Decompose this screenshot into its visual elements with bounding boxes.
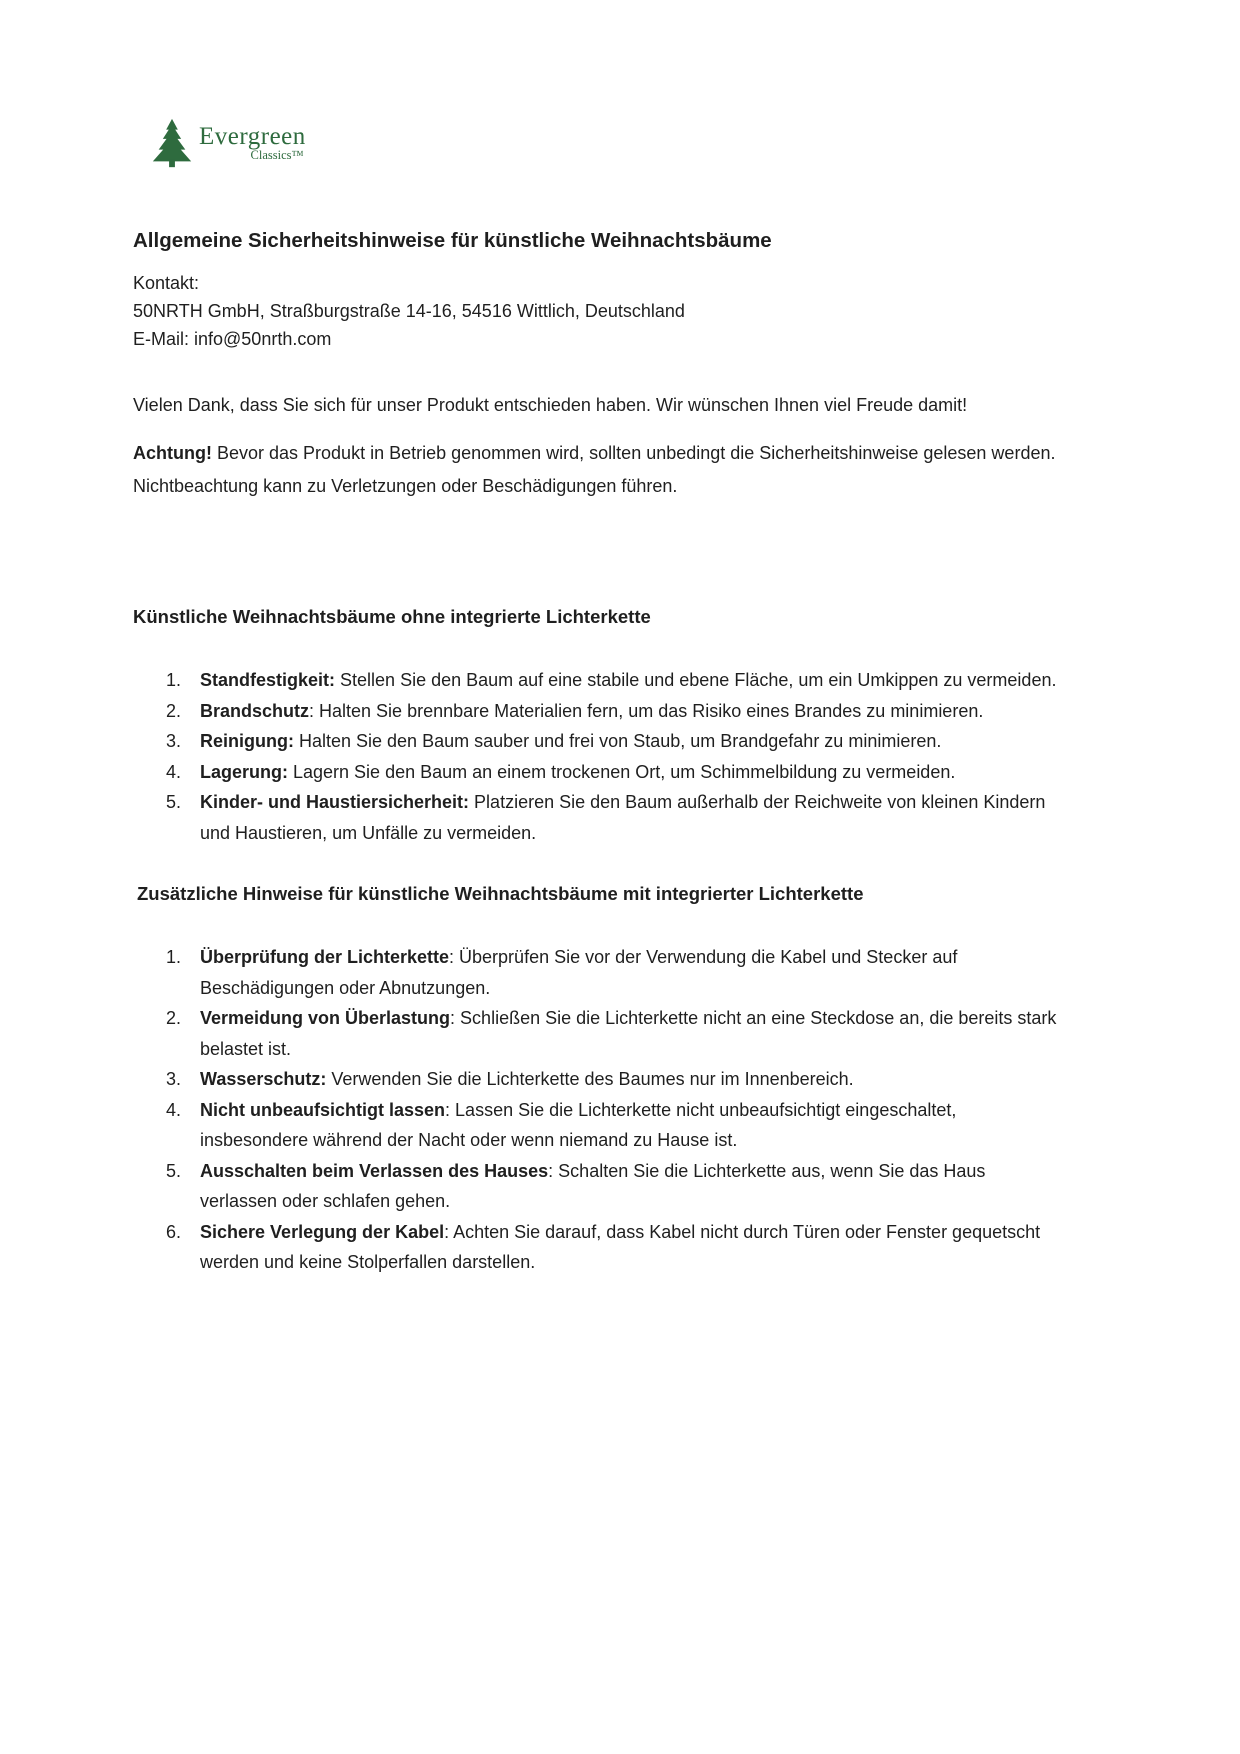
safety-list-without-lights	[133, 665, 1120, 848]
list-item	[166, 1156, 1120, 1217]
list-item	[166, 1095, 1120, 1156]
list-item-text	[200, 942, 1060, 1003]
safety-list-with-lights	[133, 942, 1120, 1278]
list-item-rest: Platzieren Sie den Baum außerhalb der Reichweite von kleinen Kindern und Haustieren, um Unfälle zu vermeiden.	[200, 792, 1046, 843]
list-item-term: Vermeidung von Überlastung	[200, 1008, 451, 1028]
list-item-number: 2.	[166, 1008, 182, 1028]
list-item-number: 1.	[166, 670, 182, 690]
list-item-rest: : Achten Sie darauf, dass Kabel nicht durch Türen oder Fenster gequetscht werden und keine Stolperfallen darstellen.	[200, 1221, 1041, 1272]
contact-address: 50NRTH GmbH, Straßburgstraße 14-16, 54516 Wittlich, Deutschland	[133, 301, 685, 321]
list-item-term: Wasserschutz:	[200, 1069, 327, 1089]
section-heading-without-lights: Künstliche Weihnachtsbäume ohne integrierte Lichterkette	[133, 606, 651, 627]
section-heading-with-lights: Zusätzliche Hinweise für künstliche Weihnachtsbäume mit integrierter Lichterkette	[137, 883, 864, 904]
list-item-number: 2.	[166, 700, 182, 721]
list-item-text	[200, 696, 983, 727]
list-item-term: Kinder- und Haustiersicherheit:	[200, 792, 470, 812]
list-item	[166, 787, 1120, 848]
contact-block	[133, 269, 1120, 353]
list-item-text	[200, 1217, 1060, 1278]
list-item-text	[200, 787, 1060, 848]
list-item-term: Lagerung:	[200, 761, 288, 782]
list-item-term: Nicht unbeaufsichtigt lassen	[200, 1099, 446, 1120]
page-title: Allgemeine Sicherheitshinweise für künstliche Weihnachtsbäume	[133, 229, 772, 252]
list-item	[166, 1003, 1120, 1064]
list-item-number: 5.	[166, 792, 182, 812]
list-item-text	[200, 1064, 854, 1095]
list-item-term: Sichere Verlegung der Kabel	[200, 1221, 445, 1242]
list-item-text	[200, 1156, 1060, 1217]
list-item-rest: Verwenden Sie die Lichterkette des Baumes nur im Innenbereich.	[326, 1069, 854, 1089]
intro-paragraph: Vielen Dank, dass Sie sich für unser Produkt entschieden haben. Wir wünschen Ihnen viel Freude damit!	[133, 395, 968, 415]
list-item	[166, 1064, 1120, 1095]
list-item-number: 3.	[166, 1069, 182, 1089]
list-item	[166, 1217, 1120, 1278]
contact-email: E-Mail: info@50nrth.com	[133, 329, 332, 349]
list-item-text	[200, 1003, 1060, 1064]
warning-label: Achtung!	[133, 443, 212, 463]
list-item-term: Reinigung:	[200, 731, 294, 751]
list-item-number: 3.	[166, 731, 182, 751]
evergreen-tree-icon	[147, 118, 197, 168]
brand-name: Evergreen	[199, 123, 306, 150]
list-item-text	[200, 726, 941, 757]
list-item-rest: Stellen Sie den Baum auf eine stabile und ebene Fläche, um ein Umkippen zu vermeiden.	[335, 670, 1057, 690]
logo-text	[199, 124, 306, 162]
list-item	[166, 726, 1120, 757]
list-item-number: 1.	[166, 947, 182, 967]
list-item-text	[200, 1095, 1060, 1156]
list-item-term: Überprüfung der Lichterkette	[200, 947, 450, 967]
list-item-rest: : Überprüfen Sie vor der Verwendung die Kabel und Stecker auf Beschädigungen oder Abnutzungen.	[200, 947, 958, 998]
list-item	[166, 665, 1120, 696]
list-item-text	[200, 757, 955, 788]
list-item-rest: : Halten Sie brennbare Materialien fern, um das Risiko eines Brandes zu minimieren.	[309, 700, 984, 721]
warning-paragraph	[133, 437, 1063, 503]
warning-text: Bevor das Produkt in Betrieb genommen wird, sollten unbedingt die Sicherheitshinweise gelesen werden. Nichtbeachtung kann zu Verletzungen oder Beschädigungen führen.	[133, 443, 1056, 496]
evergreen-classics-logo	[147, 118, 1120, 168]
list-item-rest: : Lassen Sie die Lichterkette nicht unbeaufsichtigt eingeschaltet, insbesondere während der Nacht oder wenn niemand zu Hause ist.	[200, 1099, 957, 1150]
list-item	[166, 757, 1120, 788]
list-item-number: 4.	[166, 1099, 182, 1120]
list-item-rest: : Schalten Sie die Lichterkette aus, wenn Sie das Haus verlassen oder schlafen gehen.	[200, 1160, 986, 1211]
brand-subname: Classics™	[250, 148, 304, 162]
list-item	[166, 942, 1120, 1003]
list-item-term: Standfestigkeit:	[200, 670, 336, 690]
list-item-rest: : Schließen Sie die Lichterkette nicht an eine Steckdose an, die bereits stark belastet ist.	[200, 1008, 1057, 1059]
contact-label: Kontakt:	[133, 273, 200, 293]
list-item-term: Brandschutz	[200, 700, 310, 721]
list-item-rest: Lagern Sie den Baum an einem trockenen Ort, um Schimmelbildung zu vermeiden.	[288, 761, 956, 782]
list-item-number: 6.	[166, 1221, 182, 1242]
list-item-number: 5.	[166, 1160, 182, 1181]
list-item	[166, 696, 1120, 727]
list-item-term: Ausschalten beim Verlassen des Hauses	[200, 1160, 549, 1181]
list-item-number: 4.	[166, 761, 182, 782]
list-item-text	[200, 665, 1056, 696]
list-item-rest: Halten Sie den Baum sauber und frei von Staub, um Brandgefahr zu minimieren.	[293, 731, 942, 751]
